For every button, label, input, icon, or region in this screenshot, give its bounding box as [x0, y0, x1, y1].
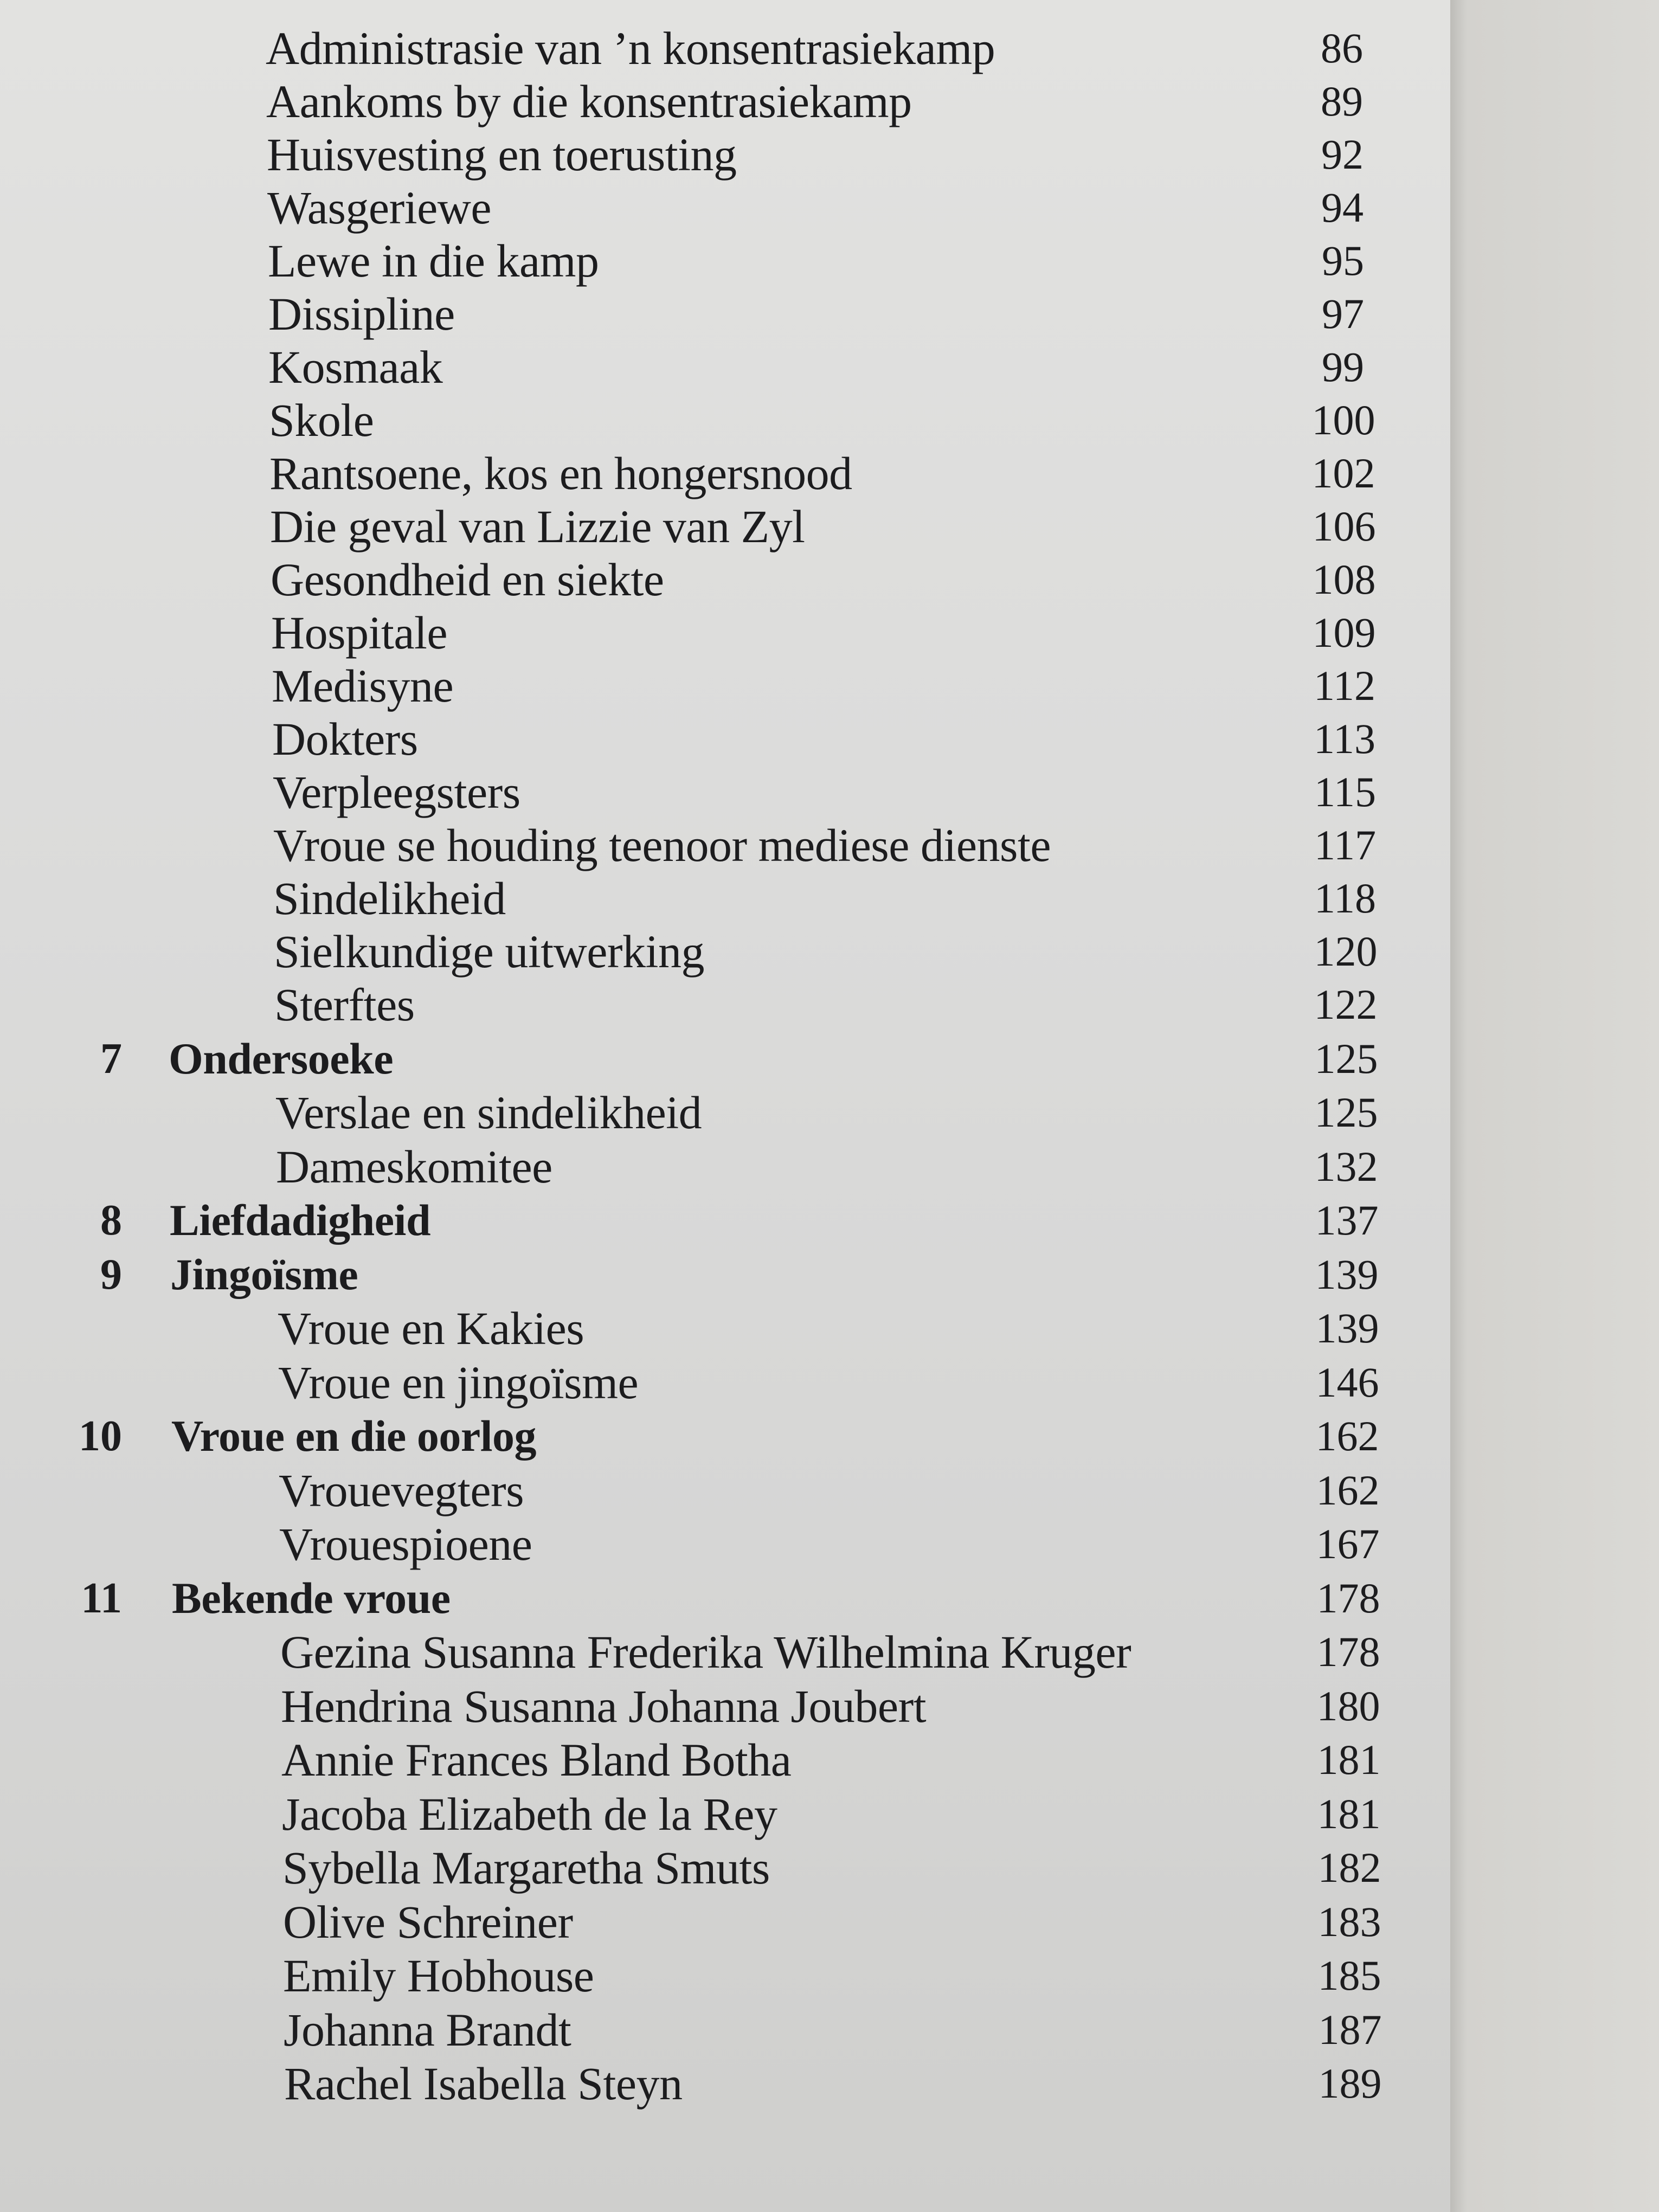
toc-section-row — [0, 287, 1450, 340]
section-title: Dokters — [272, 713, 418, 765]
section-title: Sybella Margaretha Smuts — [282, 1842, 770, 1894]
section-title: Rantsoene, kos en hongersnood — [269, 447, 852, 499]
chapter-number: 8 — [100, 1197, 122, 1244]
chapter-number: 11 — [81, 1574, 122, 1622]
toc-section-row — [0, 1517, 1450, 1571]
chapter-title: Bekende vroue — [172, 1573, 451, 1623]
toc-section-row — [0, 1625, 1450, 1679]
page-number: 125 — [1314, 1034, 1378, 1082]
toc-section-row — [0, 1787, 1450, 1841]
section-title: Emily Hobhouse — [283, 1950, 594, 2002]
page-number: 118 — [1314, 874, 1377, 922]
page-number: 180 — [1316, 1682, 1380, 1729]
facing-page-edge — [1450, 0, 1659, 2212]
toc-section-row — [0, 181, 1450, 234]
page-number: 99 — [1322, 343, 1364, 390]
toc-section-row — [0, 128, 1450, 181]
toc-section-row — [0, 500, 1450, 553]
toc-chapter-row — [0, 1194, 1450, 1247]
page-number: 189 — [1318, 2060, 1382, 2107]
section-title: Wasgeriewe — [267, 182, 492, 234]
section-title: Jacoba Elizabeth de la Rey — [282, 1787, 777, 1840]
toc-section-row — [0, 447, 1450, 500]
toc-section-row — [0, 1733, 1450, 1786]
page-number: 162 — [1315, 1412, 1379, 1459]
toc-chapter-row — [0, 1410, 1450, 1463]
page-number: 86 — [1321, 24, 1363, 72]
toc-section-row — [0, 1841, 1450, 1894]
toc-section-row — [0, 978, 1450, 1031]
page-number: 122 — [1314, 981, 1378, 1028]
section-title: Vrouespioene — [279, 1518, 532, 1570]
page-number: 95 — [1322, 237, 1364, 284]
chapter-number: 10 — [79, 1412, 122, 1460]
page-number: 92 — [1321, 131, 1364, 178]
section-title: Die geval van Lizzie van Zyl — [270, 500, 805, 552]
chapter-title: Liefdadigheid — [170, 1195, 431, 1245]
chapter-number: 7 — [100, 1034, 122, 1083]
section-title: Vroue en Kakies — [278, 1302, 584, 1354]
toc-section-row — [0, 1949, 1450, 2002]
page-number: 137 — [1315, 1197, 1379, 1244]
section-title: Verslae en sindelikheid — [275, 1086, 702, 1139]
toc-section-row — [0, 1302, 1450, 1355]
section-title: Sterftes — [274, 979, 415, 1031]
page-number: 89 — [1321, 78, 1363, 125]
toc-section-row — [0, 1140, 1450, 1193]
page-number: 182 — [1317, 1844, 1381, 1891]
toc-section-row — [0, 659, 1450, 712]
section-title: Dameskomitee — [276, 1140, 552, 1193]
section-title: Lewe in die kamp — [268, 235, 599, 287]
toc-chapter-row — [0, 1572, 1450, 1625]
toc-section-row — [0, 2003, 1450, 2056]
toc-section-row — [0, 925, 1450, 978]
toc-section-row — [0, 22, 1450, 75]
section-title: Annie Frances Bland Botha — [281, 1734, 792, 1786]
section-title: Johanna Brandt — [284, 2003, 571, 2056]
section-title: Vroue en jingoïsme — [278, 1356, 639, 1409]
section-title: Dissipline — [268, 288, 455, 340]
page-number: 181 — [1317, 1736, 1381, 1783]
page-number: 181 — [1317, 1790, 1381, 1837]
page-number: 112 — [1313, 662, 1376, 709]
section-title: Kosmaak — [268, 341, 443, 393]
toc-section-row — [0, 1895, 1450, 1949]
page-number: 185 — [1317, 1952, 1381, 1999]
section-title: Medisyne — [272, 660, 454, 712]
toc-section-row — [0, 1464, 1450, 1517]
page-number: 108 — [1312, 556, 1376, 603]
section-title: Rachel Isabella Steyn — [284, 2057, 683, 2110]
page-number: 183 — [1317, 1898, 1381, 1945]
page-number: 132 — [1314, 1142, 1378, 1190]
toc-section-row — [0, 1680, 1450, 1733]
table-of-contents — [0, 22, 1450, 2169]
chapter-number: 9 — [100, 1250, 122, 1298]
chapter-title: Ondersoeke — [169, 1033, 394, 1083]
toc-section-row — [0, 1086, 1450, 1139]
page-number: 97 — [1322, 290, 1364, 337]
page-number: 178 — [1316, 1574, 1380, 1622]
section-title: Sielkundige uitwerking — [274, 925, 704, 978]
section-title: Vrouevegters — [279, 1464, 524, 1516]
toc-section-row — [0, 394, 1450, 447]
page-number: 187 — [1318, 2005, 1382, 2053]
toc-section-row — [0, 712, 1450, 766]
section-title: Huisvesting en toerusting — [267, 128, 737, 181]
page-number: 178 — [1316, 1628, 1380, 1675]
section-title: Administrasie van ’n konsentrasiekamp — [266, 22, 995, 74]
toc-section-row — [0, 1356, 1450, 1409]
toc-section-row — [0, 340, 1450, 394]
toc-section-row — [0, 75, 1450, 128]
page-number: 162 — [1316, 1466, 1380, 1514]
toc-chapter-row — [0, 1248, 1450, 1301]
toc-section-row — [0, 234, 1450, 287]
section-title: Hospitale — [271, 607, 448, 659]
page-number: 109 — [1312, 609, 1376, 656]
chapter-title: Jingoïsme — [170, 1249, 358, 1299]
page-number: 106 — [1312, 503, 1376, 550]
page-number: 115 — [1314, 768, 1377, 815]
page-number: 139 — [1315, 1304, 1379, 1352]
section-title: Vroue se houding teenoor mediese dienste — [273, 819, 1051, 871]
toc-section-row — [0, 819, 1450, 872]
section-title: Verpleegsters — [273, 766, 520, 818]
page-number: 102 — [1311, 449, 1375, 497]
page-number: 120 — [1314, 928, 1378, 975]
chapter-title: Vroue en die oorlog — [171, 1411, 537, 1461]
toc-section-row — [0, 766, 1450, 819]
section-title: Sindelikheid — [273, 872, 506, 924]
toc-chapter-row — [0, 1032, 1450, 1085]
page-number: 117 — [1314, 821, 1377, 869]
section-title: Olive Schreiner — [283, 1895, 573, 1948]
section-title: Skole — [269, 394, 374, 446]
section-title: Hendrina Susanna Johanna Joubert — [281, 1680, 927, 1732]
page-number: 146 — [1315, 1358, 1379, 1406]
toc-section-row — [0, 553, 1450, 606]
page-number: 167 — [1316, 1520, 1380, 1567]
page-number: 94 — [1321, 184, 1364, 231]
toc-section-row — [0, 872, 1450, 925]
toc-section-row — [0, 2057, 1450, 2110]
toc-section-row — [0, 606, 1450, 659]
section-title: Gezina Susanna Frederika Wilhelmina Kruger — [280, 1626, 1131, 1678]
page-number: 125 — [1314, 1089, 1378, 1136]
section-title: Aankoms by die konsentrasiekamp — [266, 75, 912, 127]
page-number: 100 — [1311, 396, 1375, 443]
section-title: Gesondheid en siekte — [271, 554, 664, 606]
page-number: 113 — [1313, 715, 1376, 762]
page-number: 139 — [1315, 1250, 1379, 1298]
